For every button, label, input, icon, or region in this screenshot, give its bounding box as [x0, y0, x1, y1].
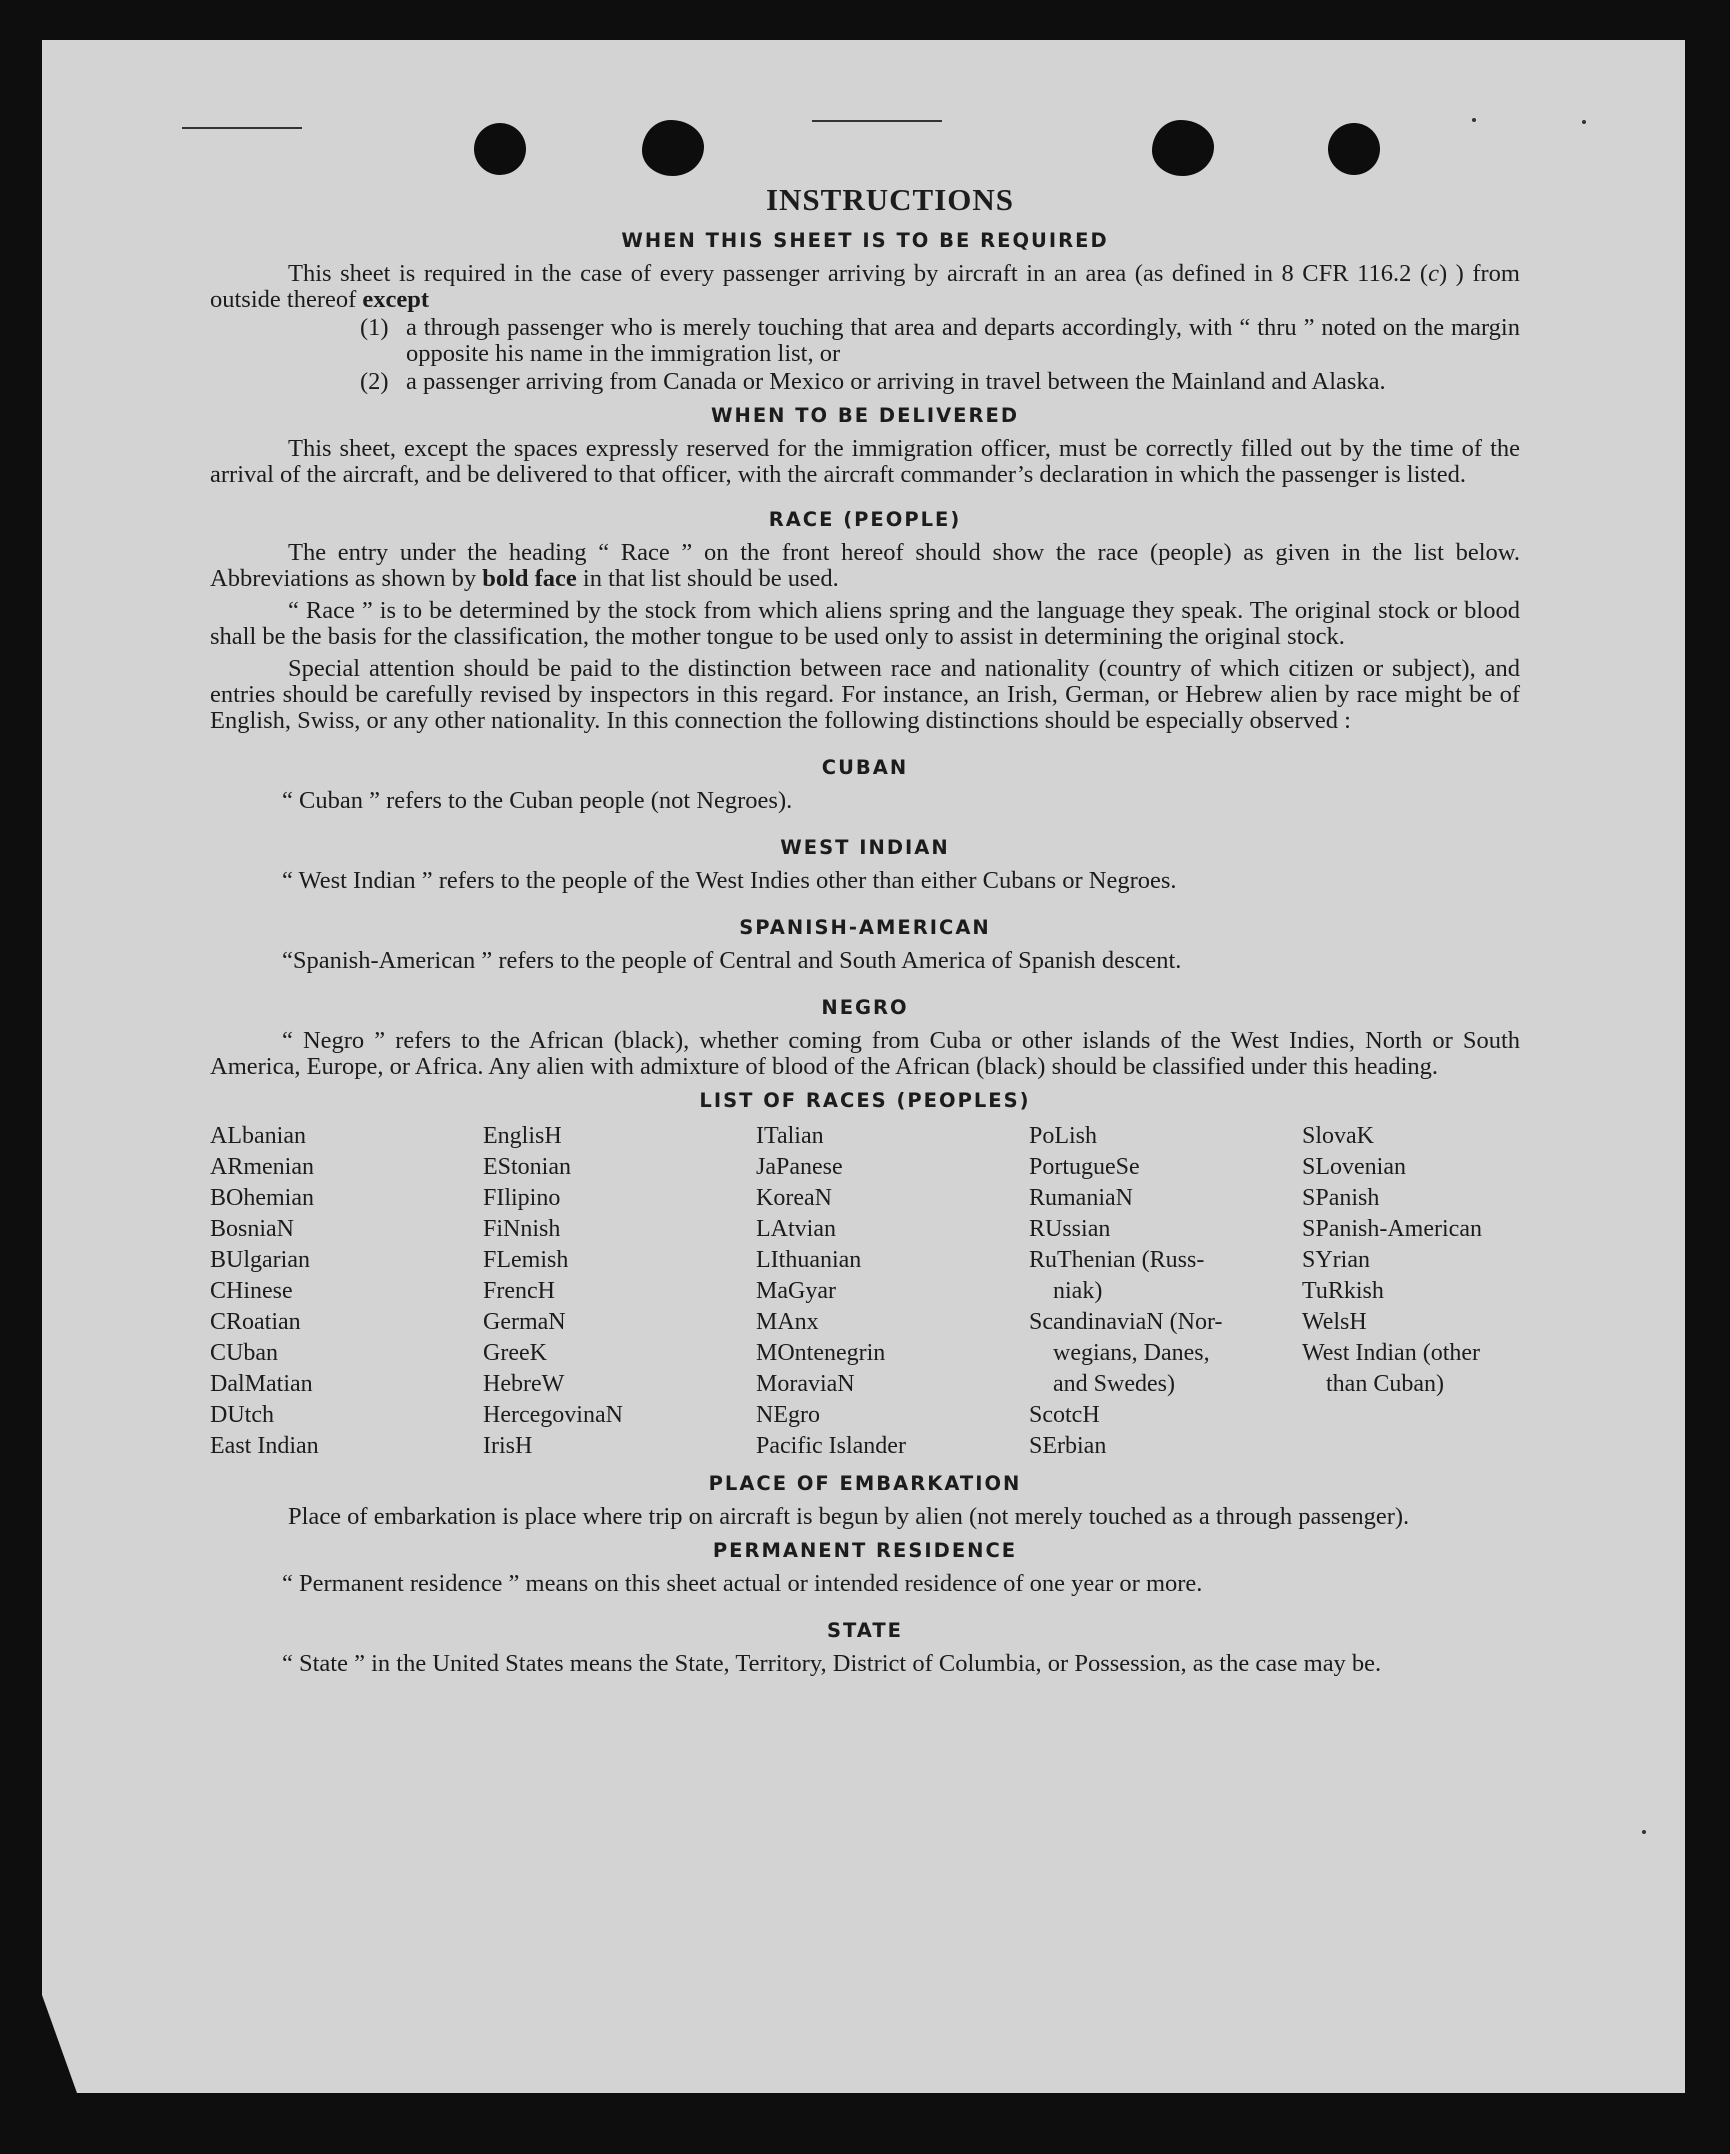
race-entry: TuRkish — [1302, 1278, 1384, 1304]
section-heading-spanish-american: SPANISH-AMERICAN — [739, 916, 991, 939]
race-entry: LAtvian — [756, 1216, 836, 1242]
race-entry: BosniaN — [210, 1216, 294, 1242]
race-entry: CRoatian — [210, 1309, 301, 1335]
race-entry: ScotcH — [1029, 1402, 1100, 1428]
edge-mark — [182, 127, 302, 129]
race-entry: HercegovinaN — [483, 1402, 623, 1428]
race-entry: WelsH — [1302, 1309, 1367, 1335]
race-entry: West Indian (other — [1302, 1340, 1481, 1366]
race-entry: RumaniaN — [1029, 1185, 1133, 1211]
edge-dot — [1642, 1830, 1646, 1834]
race-entry: FLemish — [483, 1247, 569, 1273]
races-column — [483, 1121, 756, 1462]
punch-hole — [474, 123, 526, 175]
race-entry: MoraviaN — [756, 1371, 855, 1397]
race-entry: FrencH — [483, 1278, 555, 1304]
race-entry: MOntenegrin — [756, 1340, 886, 1366]
section-heading-cuban: CUBAN — [821, 756, 909, 779]
race-entry: niak) — [1053, 1278, 1103, 1304]
page-title: INSTRUCTIONS — [765, 182, 1014, 217]
race-entry: FIlipino — [483, 1185, 561, 1211]
section-heading-place-of-embarkation: PLACE OF EMBARKATION — [708, 1472, 1022, 1495]
race-entry: PortugueSe — [1029, 1154, 1140, 1180]
section-heading-state: STATE — [826, 1619, 904, 1642]
race-entry: East Indian — [210, 1433, 319, 1459]
race-entry: RUssian — [1029, 1216, 1111, 1242]
race-entry: than Cuban) — [1326, 1371, 1444, 1397]
race-entry: SPanish — [1302, 1185, 1380, 1211]
race-entry: EnglisH — [483, 1123, 562, 1149]
race-entry: Pacific Islander — [756, 1433, 906, 1459]
exception-item: (2) a passenger arriving from Canada or Mexico or arriving in travel between the Mainland and Alaska. — [360, 368, 1386, 395]
race-entry: BUlgarian — [210, 1247, 310, 1273]
section-heading-west-indian: WEST INDIAN — [780, 836, 950, 859]
race-entry: KoreaN — [756, 1185, 832, 1211]
edge-dot — [1582, 120, 1586, 124]
race-entry: HebreW — [483, 1371, 565, 1397]
race-entry: RuThenian (Russ- — [1029, 1247, 1205, 1273]
race-entry: SYrian — [1302, 1247, 1370, 1273]
race-entry: ScandinaviaN (Nor- — [1029, 1309, 1223, 1335]
race-entry: and Swedes) — [1053, 1371, 1175, 1397]
race-paragraph: “ Race ” is to be determined by the stock from which aliens spring and the language they speak. The original stock or blood shall be the basis for the classification, the mother tongue to be used only to assist in determining the original stock. — [210, 597, 1520, 650]
race-entry: ARmenian — [210, 1154, 314, 1180]
section-heading-permanent-residence: PERMANENT RESIDENCE — [712, 1539, 1018, 1562]
spanish-american-text: “Spanish-American ” refers to the people of Central and South America of Spanish descent. — [282, 947, 1182, 974]
race-entry: wegians, Danes, — [1053, 1340, 1210, 1366]
race-entry: DUtch — [210, 1402, 274, 1428]
punch-hole — [1152, 120, 1214, 176]
race-entry: EStonian — [483, 1154, 571, 1180]
punch-hole — [1328, 123, 1380, 175]
punch-hole — [642, 120, 704, 176]
race-entry: MAnx — [756, 1309, 819, 1335]
race-entry: IrisH — [483, 1433, 533, 1459]
west-indian-text: “ West Indian ” refers to the people of the West Indies other than either Cubans or Negroes. — [282, 867, 1177, 894]
race-paragraph: The entry under the heading “ Race ” on the front hereof should show the race (people) as given in the list below. Abbreviations as shown by bold face in that list should be used. — [210, 539, 1520, 592]
race-entry: ITalian — [756, 1123, 824, 1149]
race-entry: CHinese — [210, 1278, 293, 1304]
races-column — [756, 1121, 1029, 1462]
edge-mark — [812, 120, 942, 122]
place-of-embarkation-text: Place of embarkation is place where trip on aircraft is begun by alien (not merely touched as a through passenger). — [288, 1503, 1410, 1530]
section-heading-when-delivered: WHEN TO BE DELIVERED — [710, 404, 1020, 427]
instructions-content — [210, 180, 1520, 1677]
race-entry: GreeK — [483, 1340, 547, 1366]
negro-text: “ Negro ” refers to the African (black), whether coming from Cuba or other islands of the West Indies, North or South America, Europe, or Africa. Any alien with admixture of blood of the African (black) should be classified under this heading. — [210, 1027, 1520, 1080]
races-list — [210, 1121, 1520, 1462]
race-entry: ALbanian — [210, 1123, 306, 1149]
race-entry: NEgro — [756, 1402, 820, 1428]
race-entry: SPanish-American — [1302, 1216, 1482, 1242]
permanent-residence-text: “ Permanent residence ” means on this sheet actual or intended residence of one year or more. — [282, 1570, 1203, 1597]
races-column — [1029, 1121, 1302, 1462]
cuban-text: “ Cuban ” refers to the Cuban people (not Negroes). — [282, 787, 793, 814]
exception-item: (1) a through passenger who is merely touching that area and departs accordingly, with “ thru ” noted on the margin opposite his name in the immigration list, or — [360, 314, 1520, 367]
edge-dot — [1472, 118, 1476, 122]
race-entry: SLovenian — [1302, 1154, 1406, 1180]
race-entry: CUban — [210, 1340, 278, 1366]
race-entry: LIthuanian — [756, 1247, 862, 1273]
race-entry: GermaN — [483, 1309, 566, 1335]
race-entry: BOhemian — [210, 1185, 314, 1211]
race-entry: JaPanese — [756, 1154, 843, 1180]
race-entry: PoLish — [1029, 1123, 1098, 1149]
race-entry: DalMatian — [210, 1371, 313, 1397]
races-column — [210, 1121, 483, 1462]
race-entry: FiNnish — [483, 1216, 561, 1242]
race-entry: SErbian — [1029, 1433, 1107, 1459]
race-paragraph: Special attention should be paid to the distinction between race and nationality (country of which citizen or subject), and entries should be carefully revised by inspectors in this regard. For instance, an Irish, German, or Hebrew alien by race might be of English, Swiss, or any other nationality. In this connection the following distinctions should be especially observed : — [210, 655, 1520, 734]
race-entry: MaGyar — [756, 1278, 836, 1304]
when-delivered-text: This sheet, except the spaces expressly reserved for the immigration officer, must be correctly filled out by the time of the arrival of the aircraft, and be delivered to that officer, with the aircraft commander’s declaration in which the passenger is listed. — [210, 435, 1520, 488]
race-entry: SlovaK — [1302, 1123, 1374, 1149]
section-heading-race: RACE (PEOPLE) — [768, 508, 962, 531]
races-column — [1302, 1121, 1520, 1462]
state-text: “ State ” in the United States means the State, Territory, District of Columbia, or Possession, as the case may be. — [282, 1650, 1382, 1677]
section-heading-negro: NEGRO — [821, 996, 909, 1019]
section-heading-when-required: WHEN THIS SHEET IS TO BE REQUIRED — [621, 229, 1109, 252]
section-heading-list-of-races: LIST OF RACES (PEOPLES) — [699, 1089, 1031, 1112]
when-required-text: This sheet is required in the case of every passenger arriving by aircraft in an area (as defined in 8 CFR 116.2 (c) ) from outside thereof except — [210, 260, 1520, 313]
